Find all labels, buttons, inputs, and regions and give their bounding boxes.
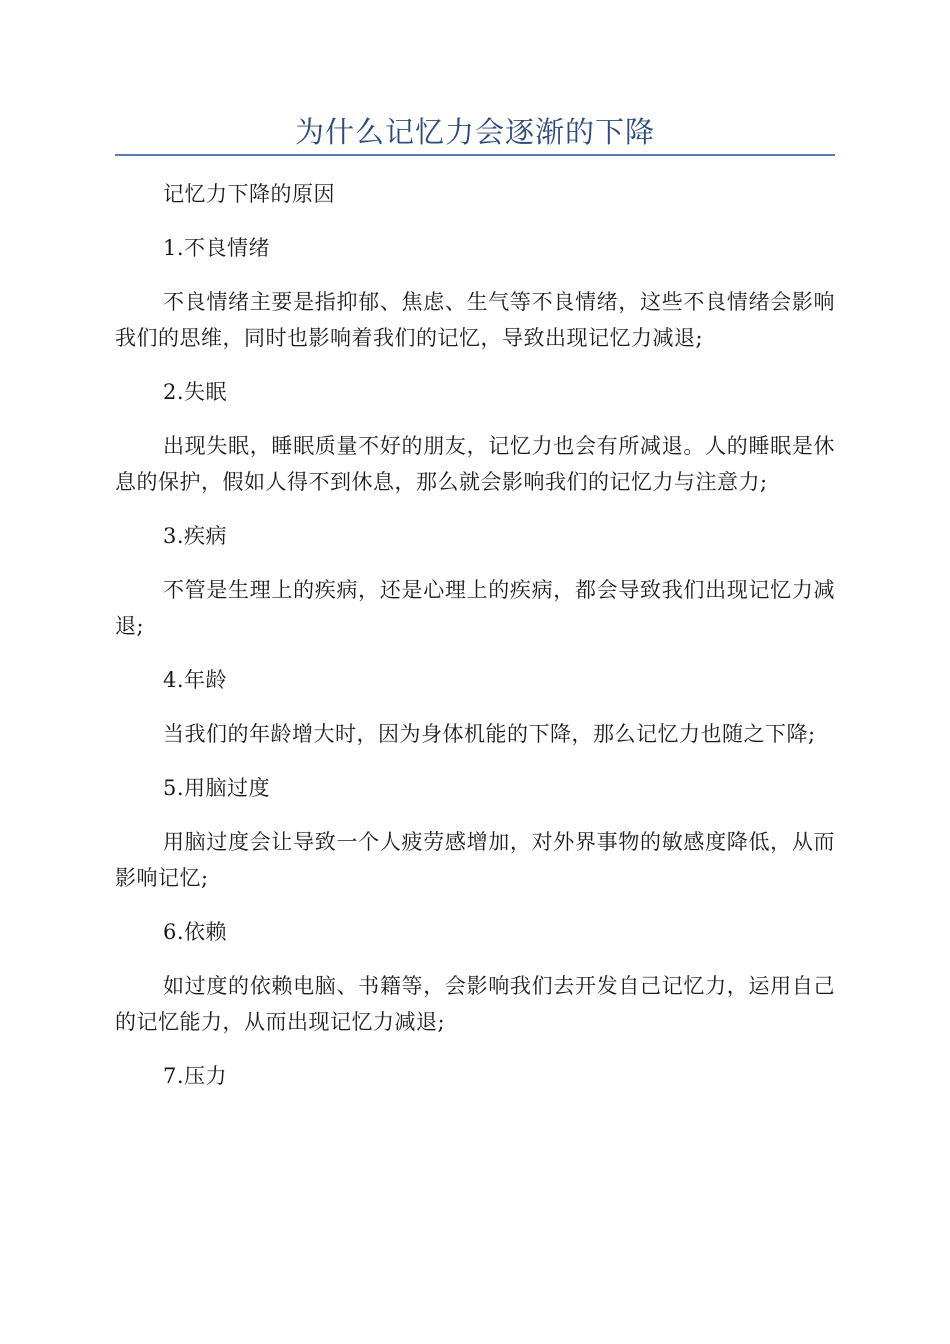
item-body-1: 不良情绪主要是指抑郁、焦虑、生气等不良情绪，这些不良情绪会影响我们的思维，同时也影响着我们的记忆，导致出现记忆力减退; (115, 290, 835, 350)
document-title: 为什么记忆力会逐渐的下降 (294, 115, 655, 149)
item-body-3: 不管是生理上的疾病，还是心理上的疾病，都会导致我们出现记忆力减退; (115, 578, 835, 638)
item-heading-3: 3.疾病 (163, 524, 228, 548)
item-heading-6: 6.依赖 (163, 920, 228, 944)
item-body-6: 如过度的依赖电脑、书籍等，会影响我们去开发自己记忆力，运用自己的记忆能力，从而出现记忆力减退; (115, 974, 835, 1034)
document-body (115, 176, 835, 1112)
section-heading-causes: 记忆力下降的原因 (163, 182, 335, 206)
item-body-2: 出现失眠，睡眠质量不好的朋友，记忆力也会有所减退。人的睡眠是休息的保护，假如人得不到休息，那么就会影响我们的记忆力与注意力; (115, 434, 835, 494)
item-body-4: 当我们的年龄增大时，因为身体机能的下降，那么记忆力也随之下降; (163, 722, 816, 746)
title-underline (115, 154, 835, 156)
item-body-5: 用脑过度会让导致一个人疲劳感增加，对外界事物的敏感度降低，从而影响记忆; (115, 830, 835, 890)
item-heading-5: 5.用脑过度 (163, 776, 271, 800)
item-heading-1: 1.不良情绪 (163, 236, 271, 260)
item-heading-2: 2.失眠 (163, 380, 228, 404)
item-heading-4: 4.年龄 (163, 668, 228, 692)
item-heading-7: 7.压力 (163, 1064, 228, 1088)
